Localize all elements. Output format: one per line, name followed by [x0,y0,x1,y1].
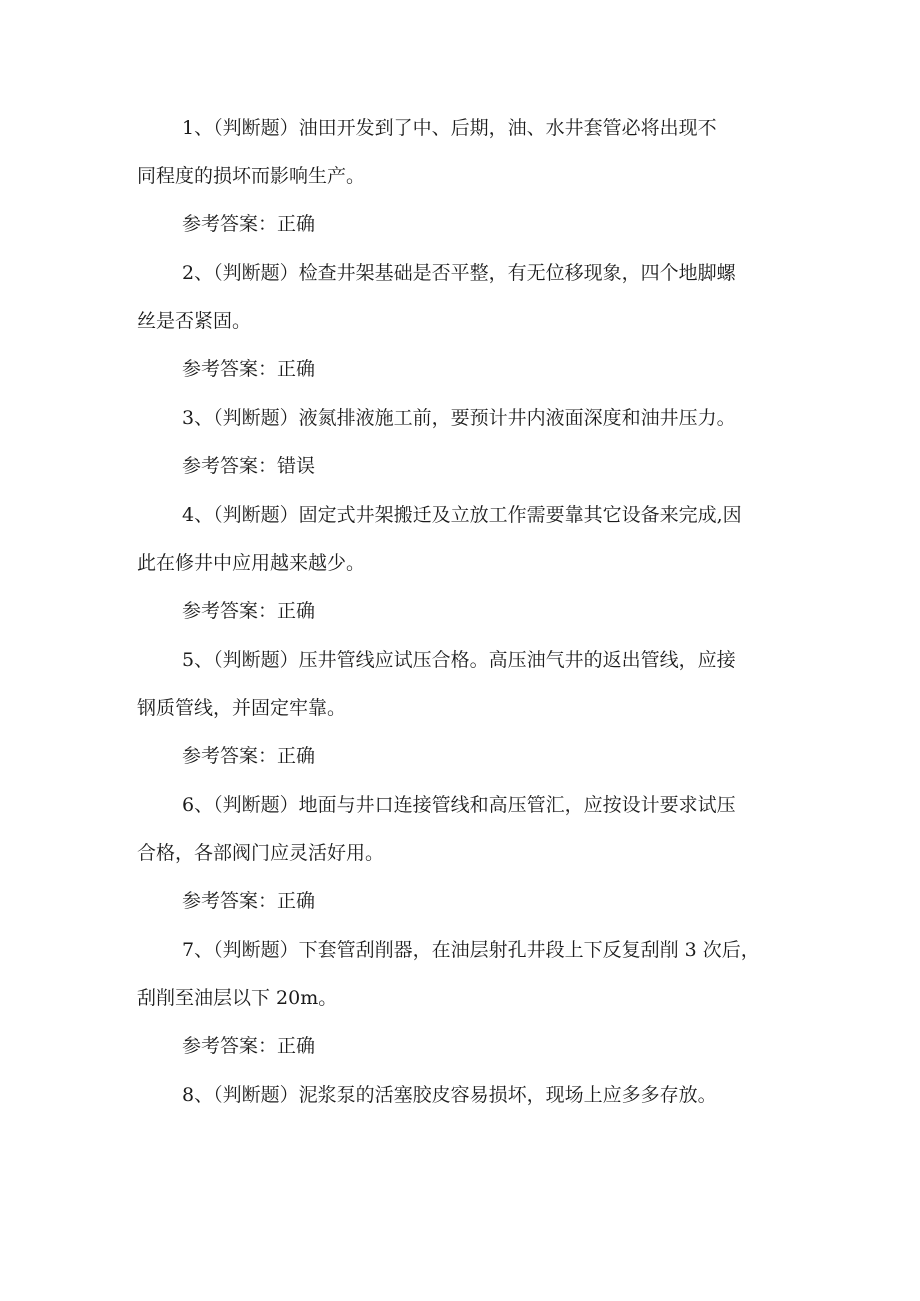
question-text: 4、（判断题）固定式井架搬迁及立放工作需要靠其它设备来完成,因 [182,504,742,526]
question-text: 6、（判断题）地面与井口连接管线和高压管汇，应按设计要求试压 [182,794,736,816]
question-item [137,648,787,768]
question-text-continued: 此在修井中应用越来越少。 [137,552,366,574]
question-item [137,938,787,1058]
question-text: 5、（判断题）压井管线应试压合格。高压油气井的返出管线，应接 [182,649,736,671]
reference-answer: 参考答案：错误 [182,455,316,477]
reference-answer: 参考答案：正确 [182,890,316,912]
reference-answer: 参考答案：正确 [182,1035,316,1057]
reference-answer: 参考答案：正确 [182,745,316,767]
question-list [137,116,787,1107]
question-text-continued: 合格，各部阀门应灵活好用。 [137,842,385,864]
question-text-continued: 丝是否紧固。 [137,310,252,332]
question-item [137,793,787,913]
question-text: 8、（判断题）泥浆泵的活塞胶皮容易损坏，现场上应多多存放。 [182,1084,717,1106]
question-item [137,1083,787,1107]
reference-answer: 参考答案：正确 [182,213,316,235]
question-text-continued: 钢质管线，并固定牢靠。 [137,697,347,719]
question-text: 7、（判断题）下套管刮削器，在油层射孔井段上下反复刮削 3 次后， [182,939,760,961]
question-text: 3、（判断题）液氮排液施工前，要预计井内液面深度和油井压力。 [182,407,736,429]
question-item [137,503,787,623]
question-item [137,406,787,478]
reference-answer: 参考答案：正确 [182,358,316,380]
question-text-continued: 同程度的损坏而影响生产。 [137,165,366,187]
question-text: 2、（判断题）检查井架基础是否平整，有无位移现象，四个地脚螺 [182,262,736,284]
question-item [137,116,787,236]
question-item [137,261,787,381]
question-text: 1、（判断题）油田开发到了中、后期，油、水井套管必将出现不 [182,117,717,139]
reference-answer: 参考答案：正确 [182,600,316,622]
question-text-continued: 刮削至油层以下 20m。 [137,987,338,1009]
